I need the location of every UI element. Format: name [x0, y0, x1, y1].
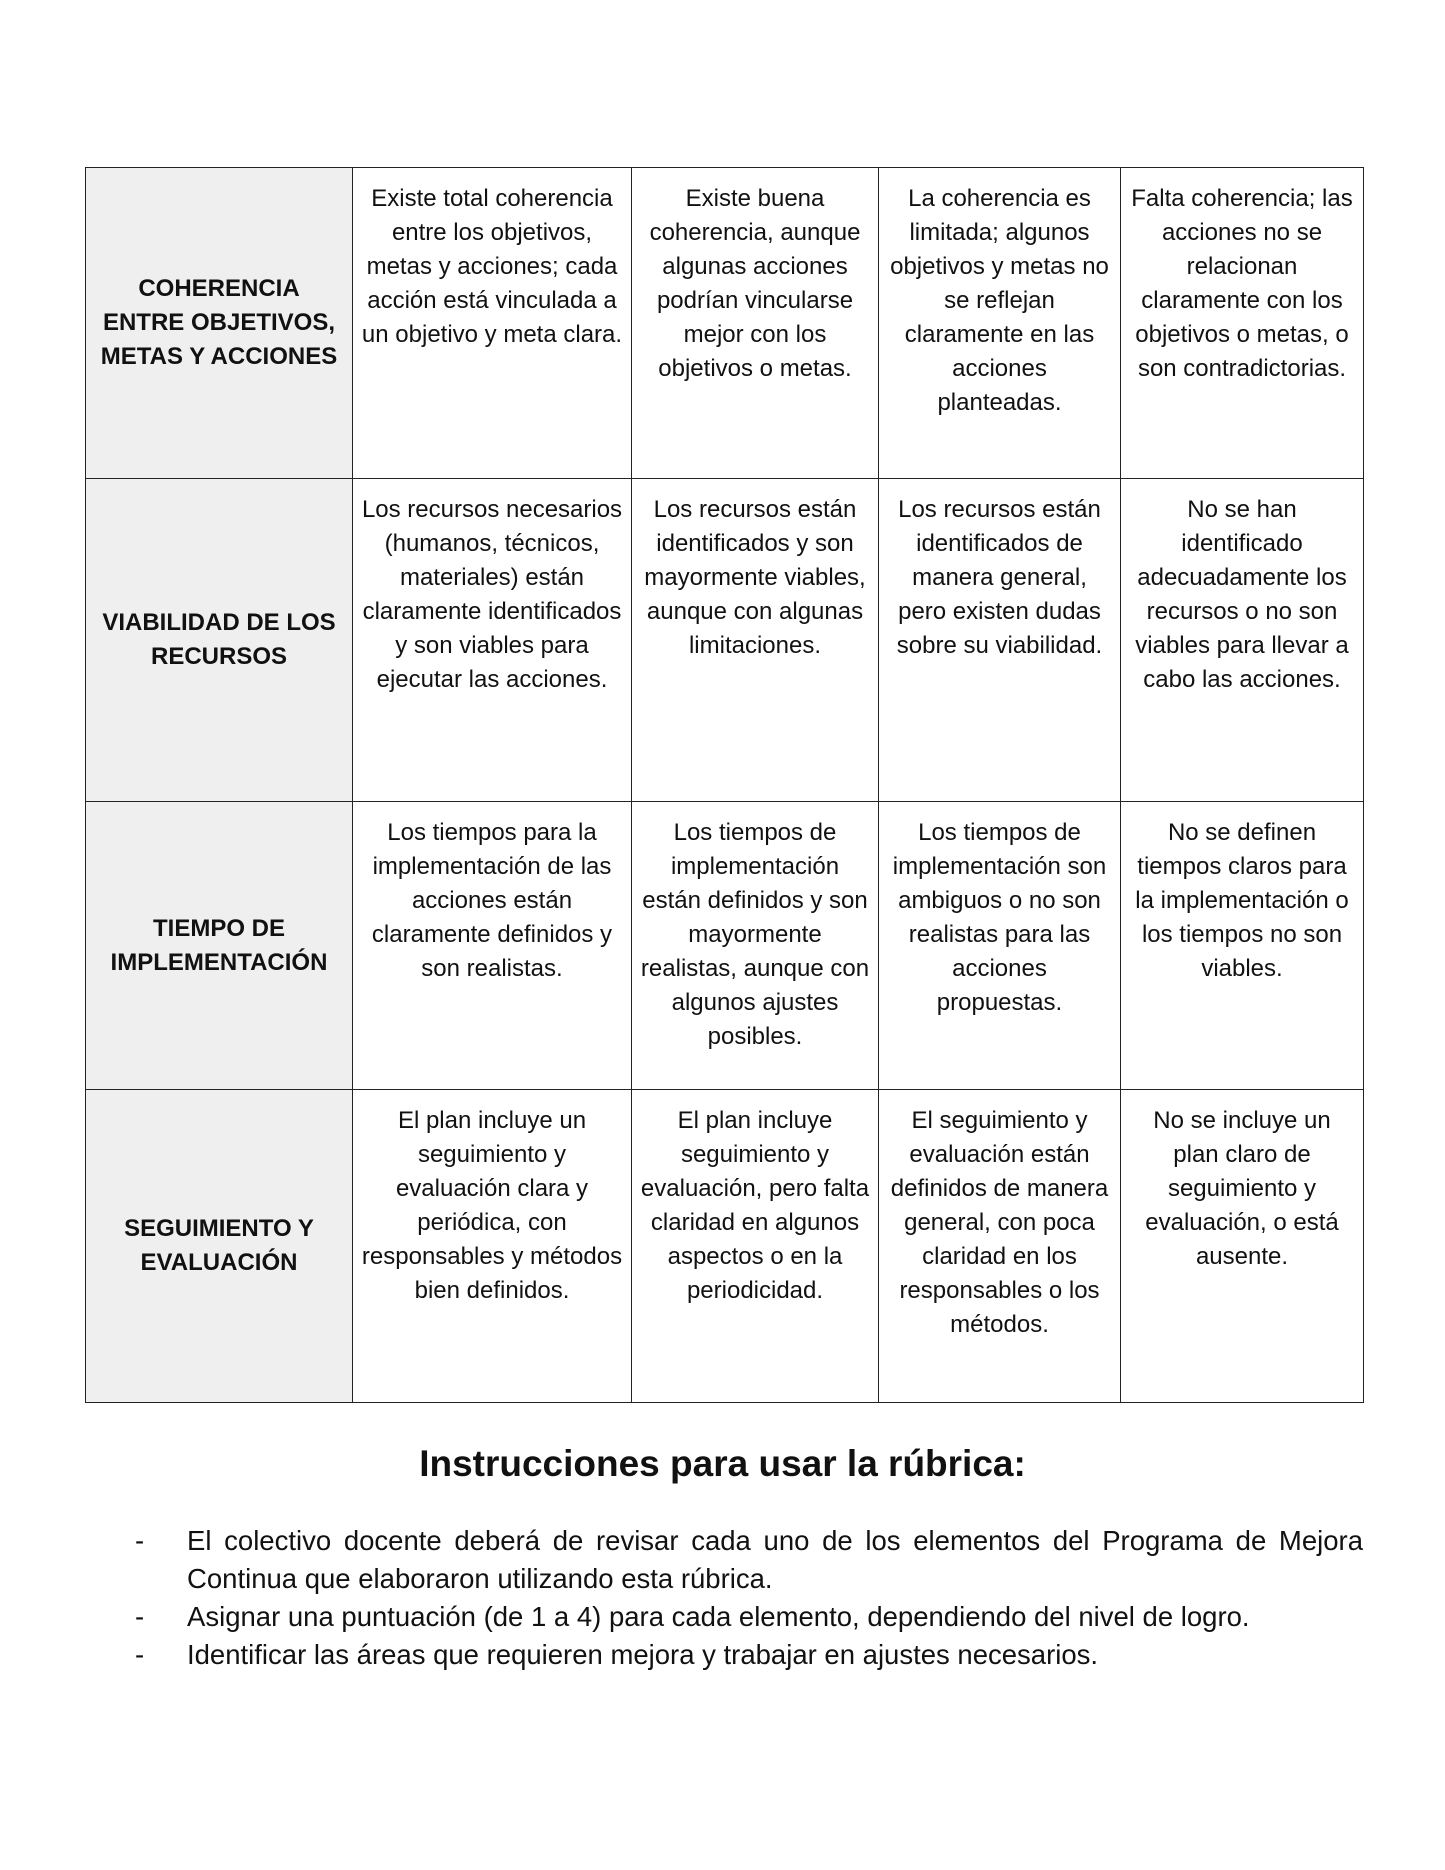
instructions-list — [135, 1522, 1363, 1674]
level-cell: Los tiempos para la implementación de las acciones están claramente definidos y son realistas. — [353, 802, 632, 1090]
list-item-text: Identificar las áreas que requieren mejora y trabajar en ajustes necesarios. — [187, 1639, 1099, 1670]
bullet-dash: - — [135, 1639, 145, 1670]
level-cell: No se incluye un plan claro de seguimiento y evaluación, o está ausente. — [1121, 1090, 1364, 1403]
list-item-text: El colectivo docente deberá de revisar cada uno de los elementos del Programa de Mejora Continua que elaboraron utilizando esta rúbrica. — [187, 1525, 1363, 1594]
bullet-dash: - — [135, 1525, 145, 1556]
list-item — [135, 1598, 1363, 1636]
criterion-cell: VIABILIDAD DE LOS RECURSOS — [86, 479, 353, 802]
list-item-text: Asignar una puntuación (de 1 a 4) para cada elemento, dependiendo del nivel de logro. — [187, 1601, 1250, 1632]
level-cell: Los recursos están identificados y son mayormente viables, aunque con algunas limitaciones. — [632, 479, 879, 802]
rubric-row-seguimiento — [86, 1090, 1364, 1403]
level-cell: El seguimiento y evaluación están definidos de manera general, con poca claridad en los responsables o los métodos. — [879, 1090, 1121, 1403]
level-cell: No se definen tiempos claros para la implementación o los tiempos no son viables. — [1121, 802, 1364, 1090]
level-cell: Los recursos necesarios (humanos, técnicos, materiales) están claramente identificados y son viables para ejecutar las acciones. — [353, 479, 632, 802]
criterion-cell: SEGUIMIENTO Y EVALUACIÓN — [86, 1090, 353, 1403]
criterion-cell: COHERENCIA ENTRE OBJETIVOS, METAS Y ACCIONES — [86, 168, 353, 479]
rubric-row-tiempo — [86, 802, 1364, 1090]
level-cell: Los tiempos de implementación están definidos y son mayormente realistas, aunque con algunos ajustes posibles. — [632, 802, 879, 1090]
rubric-row-viabilidad — [86, 479, 1364, 802]
level-cell: Los tiempos de implementación son ambiguos o no son realistas para las acciones propuestas. — [879, 802, 1121, 1090]
list-item — [135, 1636, 1363, 1674]
level-cell: No se han identificado adecuadamente los recursos o no son viables para llevar a cabo las acciones. — [1121, 479, 1364, 802]
level-cell: Falta coherencia; las acciones no se relacionan claramente con los objetivos o metas, o son contradictorias. — [1121, 168, 1364, 479]
rubric-table — [85, 167, 1364, 1403]
rubric-row-coherencia — [86, 168, 1364, 479]
list-item — [135, 1522, 1363, 1598]
level-cell: El plan incluye seguimiento y evaluación, pero falta claridad en algunos aspectos o en la periodicidad. — [632, 1090, 879, 1403]
level-cell: Los recursos están identificados de manera general, pero existen dudas sobre su viabilidad. — [879, 479, 1121, 802]
bullet-dash: - — [135, 1601, 145, 1632]
level-cell: Existe total coherencia entre los objetivos, metas y acciones; cada acción está vinculada a un objetivo y meta clara. — [353, 168, 632, 479]
level-cell: Existe buena coherencia, aunque algunas acciones podrían vincularse mejor con los objetivos o metas. — [632, 168, 879, 479]
instructions-title: Instrucciones para usar la rúbrica: — [419, 1443, 1026, 1484]
criterion-cell: TIEMPO DE IMPLEMENTACIÓN — [86, 802, 353, 1090]
level-cell: El plan incluye un seguimiento y evaluación clara y periódica, con responsables y métodos bien definidos. — [353, 1090, 632, 1403]
level-cell: La coherencia es limitada; algunos objetivos y metas no se reflejan claramente en las acciones planteadas. — [879, 168, 1121, 479]
